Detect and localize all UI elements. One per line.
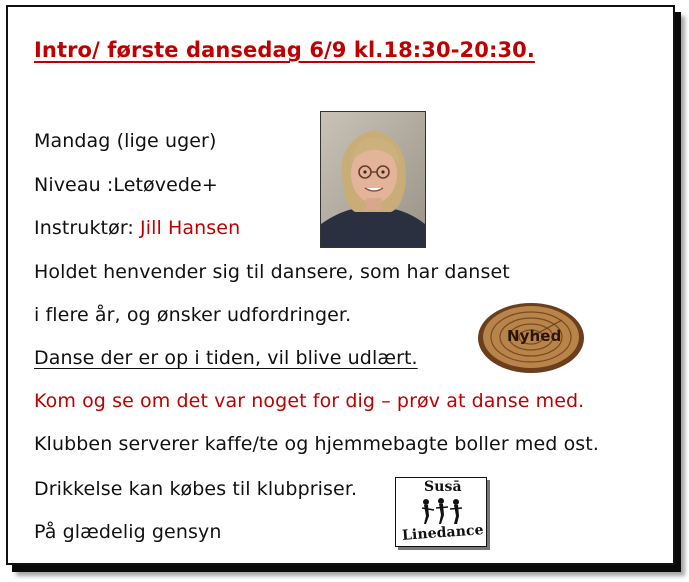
instructor-label: Instruktør:: [34, 217, 134, 239]
schedule-day: Mandag (lige uger): [34, 130, 217, 152]
invitation-line: Kom og se om det var noget for dig – prøv at danse med.: [34, 390, 585, 412]
farewell-line: På glædelig gensyn: [34, 521, 222, 543]
club-line: Klubben serverer kaffe/te og hjemmebagte boller med ost.: [34, 433, 599, 455]
logo-line-1: Susā: [424, 479, 462, 495]
instructor-photo: [320, 111, 426, 248]
drinks-line: Drikkelse kan købes til klubpriser.: [34, 478, 358, 500]
news-badge: [476, 300, 586, 375]
club-logo: [395, 477, 487, 547]
logo-line-2: Linedance: [401, 522, 485, 544]
level-line: Niveau :Letøvede+: [34, 174, 218, 196]
description-line-1: Holdet henvender sig til dansere, som har danset: [34, 261, 510, 283]
instructor-line: [34, 217, 240, 239]
instructor-name: Jill Hansen: [140, 217, 241, 239]
flyer-title: Intro/ første dansedag 6/9 kl.18:30-20:30.: [34, 38, 535, 62]
news-badge-label: Nyhed: [507, 327, 562, 345]
description-line-3: Danse der er op i tiden, vil blive udlært.: [34, 347, 418, 369]
description-line-2: i flere år, og ønsker udfordringer.: [34, 304, 352, 326]
